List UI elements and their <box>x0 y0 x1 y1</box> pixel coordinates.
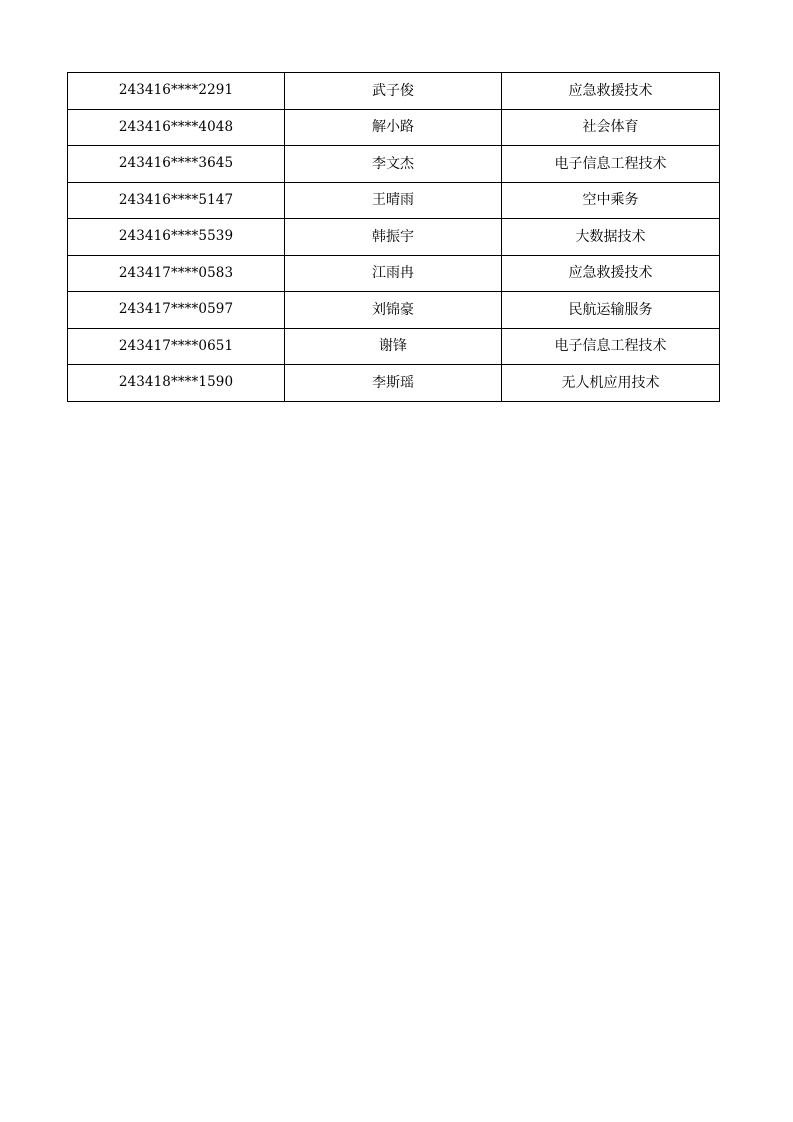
student-major-cell: 无人机应用技术 <box>502 365 720 402</box>
student-name-cell: 谢锋 <box>285 328 502 365</box>
student-major-cell: 社会体育 <box>502 109 720 146</box>
student-id-cell: 243416****5539 <box>68 219 285 256</box>
student-id-cell: 243417****0597 <box>68 292 285 329</box>
table-row <box>68 219 720 256</box>
student-name-cell: 江雨冉 <box>285 255 502 292</box>
student-id-cell: 243417****0583 <box>68 255 285 292</box>
student-id-cell: 243417****0651 <box>68 328 285 365</box>
student-name-cell: 解小路 <box>285 109 502 146</box>
student-major-cell: 应急救援技术 <box>502 255 720 292</box>
student-name-cell: 韩振宇 <box>285 219 502 256</box>
student-id-cell: 243416****4048 <box>68 109 285 146</box>
table-row <box>68 146 720 183</box>
student-major-cell: 空中乘务 <box>502 182 720 219</box>
table-row <box>68 365 720 402</box>
student-id-cell: 243418****1590 <box>68 365 285 402</box>
table-row <box>68 292 720 329</box>
table-row <box>68 182 720 219</box>
student-table <box>67 72 720 402</box>
student-name-cell: 李文杰 <box>285 146 502 183</box>
student-id-cell: 243416****2291 <box>68 73 285 110</box>
student-name-cell: 武子俊 <box>285 73 502 110</box>
table-row <box>68 73 720 110</box>
table-row <box>68 328 720 365</box>
table-row <box>68 109 720 146</box>
student-major-cell: 电子信息工程技术 <box>502 328 720 365</box>
student-major-cell: 大数据技术 <box>502 219 720 256</box>
student-major-cell: 民航运输服务 <box>502 292 720 329</box>
student-major-cell: 电子信息工程技术 <box>502 146 720 183</box>
student-name-cell: 刘锦豪 <box>285 292 502 329</box>
student-name-cell: 李斯瑶 <box>285 365 502 402</box>
student-name-cell: 王晴雨 <box>285 182 502 219</box>
student-major-cell: 应急救援技术 <box>502 73 720 110</box>
table-row <box>68 255 720 292</box>
student-id-cell: 243416****3645 <box>68 146 285 183</box>
student-id-cell: 243416****5147 <box>68 182 285 219</box>
